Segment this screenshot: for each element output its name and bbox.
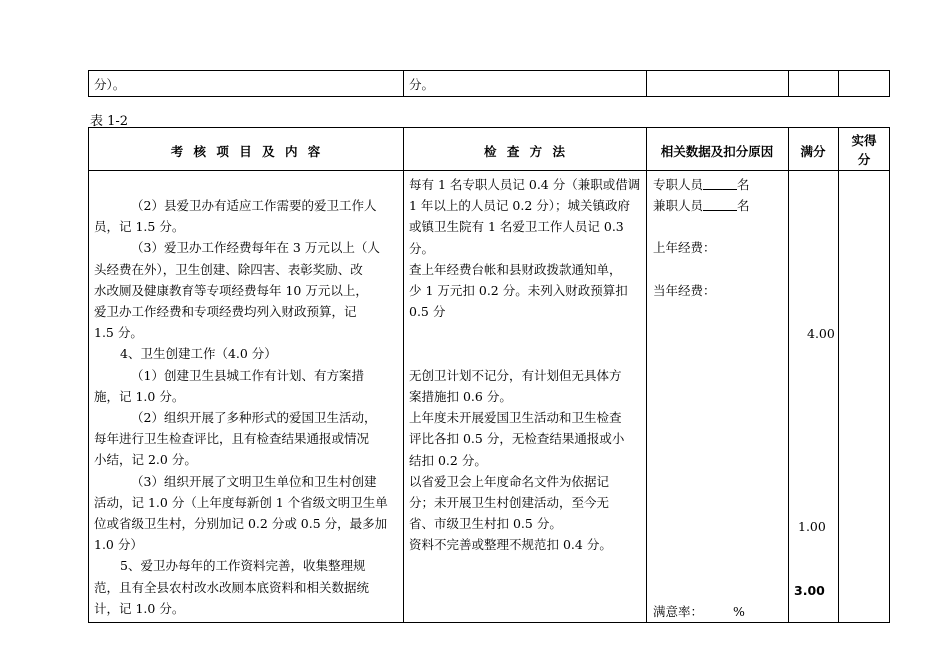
full-score-value: 4.00	[807, 326, 835, 341]
item-line: （3）组织开展了文明卫生单位和卫生村创建	[131, 473, 377, 489]
top-row-table	[88, 70, 890, 97]
method-line: 省、市级卫生村扣 0.5 分。	[409, 516, 562, 532]
item-line: 员，记 1.5 分。	[94, 219, 185, 235]
top-row-divider	[788, 70, 789, 97]
item-line: 小结，记 2.0 分。	[94, 452, 197, 468]
part-time-staff-unit: 名	[737, 198, 750, 213]
method-line: 1 年以上的人员记 0.2 分）；城关镇政府	[409, 198, 631, 214]
top-row-cell-2: 分。	[409, 77, 435, 92]
section-heading: 5、爱卫办每年的工作资料完善，收集整理规	[120, 558, 366, 574]
percent-sign: %	[733, 604, 745, 619]
full-time-staff-label: 专职人员	[653, 177, 704, 192]
item-line: （1）创建卫生县城工作有计划、有方案措	[131, 367, 364, 383]
method-line: 上年度未开展爱国卫生活动和卫生检查	[409, 410, 622, 426]
header-deduction-reasons: 相关数据及扣分原因	[660, 144, 774, 159]
assessment-content	[94, 195, 388, 619]
check-method-content	[409, 174, 640, 556]
table-label: 表 1-2	[90, 114, 129, 129]
method-line: 或镇卫生院有 1 名爱卫工作人员记 0.3	[409, 219, 624, 235]
method-line: 以省爱卫会上年度命名文件为依据记	[409, 473, 610, 489]
part-time-staff-label: 兼职人员	[653, 198, 704, 213]
column-divider	[403, 127, 404, 623]
column-divider	[788, 127, 789, 623]
item-line: 1.0 分）	[94, 537, 143, 553]
item-line: （2）县爱卫办有适应工作需要的爱卫工作人	[131, 198, 377, 213]
top-row-divider	[403, 70, 404, 97]
top-row-divider	[838, 70, 839, 97]
top-row-cell-1: 分）。	[94, 77, 126, 92]
top-row-divider	[646, 70, 647, 97]
method-line: 查上年经费台帐和县财政拨款通知单，	[409, 261, 622, 277]
item-line: 活动，记 1.0 分（上年度每新创 1 个省级文明卫生单	[94, 494, 388, 510]
header-full-score: 满分	[800, 144, 826, 159]
item-line: 水改厕及健康教育等专项经费每年 10 万元以上，	[94, 282, 368, 298]
full-time-staff-blank[interactable]	[703, 177, 737, 190]
full-score-value: 1.00	[798, 519, 826, 534]
item-line: 头经费在外），卫生创建、除四害、表彰奖励、改	[94, 261, 363, 277]
blank-line	[409, 322, 640, 343]
header-check-method: 检 查 方 法	[483, 144, 566, 159]
item-line: （3）爱卫办工作经费每年在 3 万元以上（人	[131, 240, 380, 256]
full-score-value: 3.00	[794, 583, 825, 598]
header-actual-score: 实得分	[851, 133, 877, 167]
method-line: 无创卫计划不记分，有计划但无具体方	[409, 367, 622, 383]
item-line: 爱卫办工作经费和专项经费均列入财政预算，记	[94, 304, 357, 320]
method-line: 资料不完善或整理不规范扣 0.4 分。	[409, 537, 612, 553]
last-year-funds-label: 上年经费：	[653, 240, 716, 255]
method-line: 结扣 0.2 分。	[409, 452, 487, 468]
satisfaction-rate-label: 满意率：	[653, 604, 704, 619]
part-time-staff-field	[653, 195, 750, 216]
column-divider	[646, 127, 647, 623]
section-heading: 4、卫生创建工作（4.0 分）	[120, 346, 277, 362]
full-time-staff-unit: 名	[737, 177, 750, 192]
item-line: 计，记 1.0 分。	[94, 600, 185, 616]
item-line: （2）组织开展了多种形式的爱国卫生活动，	[131, 410, 377, 426]
satisfaction-rate-field	[653, 601, 745, 622]
method-line: 每有 1 名专职人员记 0.4 分（兼职或借调	[409, 177, 641, 192]
method-line: 少 1 万元扣 0.2 分。未列入财政预算扣	[409, 283, 628, 299]
item-line: 每年进行卫生检查评比，且有检查结果通报或情况	[94, 431, 370, 447]
method-line: 0.5 分	[409, 304, 446, 320]
part-time-staff-blank[interactable]	[703, 198, 737, 211]
current-year-funds-label: 当年经费：	[653, 283, 716, 298]
item-line: 位或省级卫生村，分别加记 0.2 分或 0.5 分，最多加	[94, 516, 388, 532]
header-assessment-items: 考 核 项 目 及 内 容	[170, 144, 321, 159]
item-line: 1.5 分。	[94, 325, 143, 341]
item-line: 范，且有全县农村改水改厕本底资料和相关数据统	[94, 579, 370, 595]
header-divider	[88, 170, 890, 171]
method-line: 分；未开展卫生村创建活动，至今无	[409, 495, 610, 511]
blank-line	[409, 344, 640, 365]
method-line: 分。	[409, 240, 435, 256]
full-time-staff-field	[653, 174, 750, 195]
method-line: 案措施扣 0.6 分。	[409, 389, 512, 404]
column-divider	[838, 127, 839, 623]
method-line: 评比各扣 0.5 分，无检查结果通报或小	[409, 431, 625, 447]
item-line: 施，记 1.0 分。	[94, 388, 185, 404]
